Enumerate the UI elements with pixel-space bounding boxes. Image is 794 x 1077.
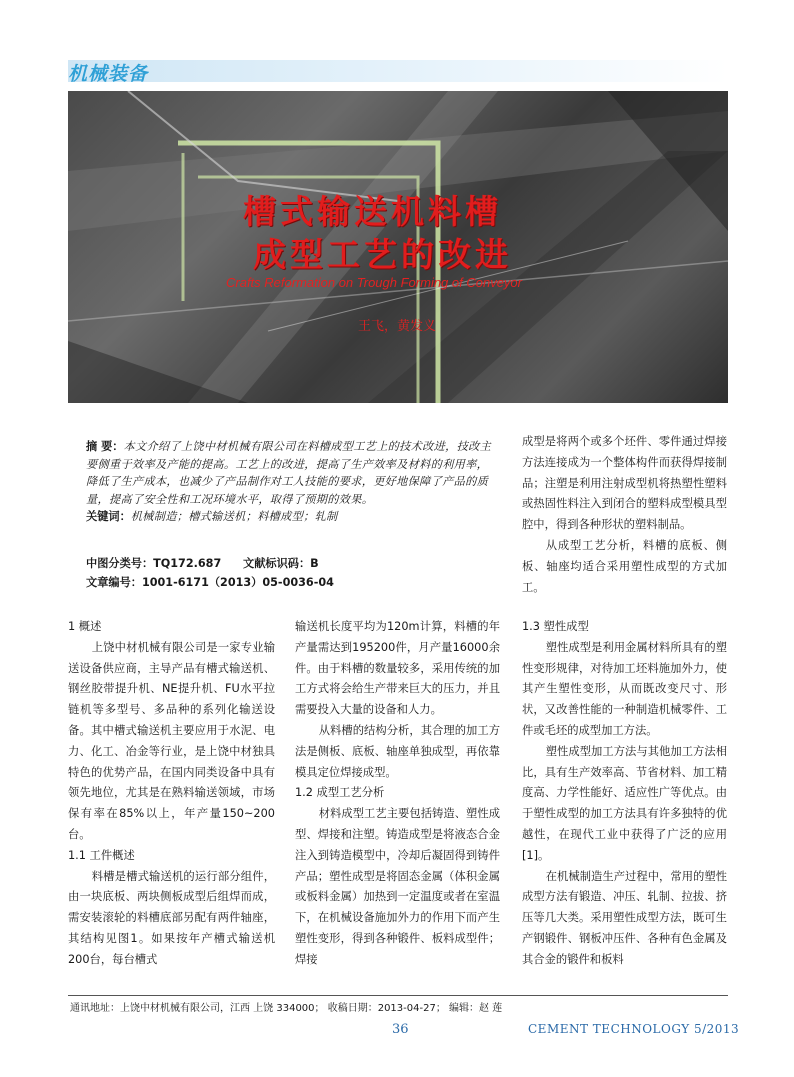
abstract-label: 摘 要： [86, 440, 124, 453]
keywords: 机械制造；槽式输送机；料槽成型；轧制 [130, 510, 338, 523]
heading-plastic-forming: 1.3 塑性成型 [522, 620, 589, 633]
body-column-2 [295, 617, 500, 971]
paragraph: 输送机长度平均为120m计算，料槽的年产量需达到195200件，月产量16000余件。由于料槽的数量较多，采用传统的加工方式将会给生产带来巨大的压力，并且需要投入大量的设备和人力。 [295, 620, 500, 717]
paragraph: 塑性成型加工方法与其他加工方法相比，具有生产效率高、节省材料、加工精度高、力学性能好、适应性广等优点。由于塑性成型的加工方法具有许多独特的优越性，在现代工业中获得了广泛的应用[1]。 [522, 744, 727, 862]
journal-name: CEMENT TECHNOLOGY 5/2013 [528, 1022, 740, 1036]
paragraph: 料槽是槽式输送机的运行部分组件，由一块底板、两块侧板成型后组焊而成，需安装滚轮的料槽底部另配有两件轴座，其结构见图1。如果按年产槽式输送机200台，每台槽式 [68, 869, 275, 966]
abstract [86, 438, 496, 526]
paragraph: 成型是将两个或多个坯件、零件通过焊接方法连接成为一个整体构件而获得焊接制品；注塑是利用注射成型机将热塑性塑料或热固性料注入到闭合的塑料成型模具型腔中，得到各种形状的塑料制品。 [522, 435, 727, 532]
section-label: 机械装备 [68, 63, 149, 85]
keywords-label: 关键词： [86, 510, 131, 523]
classification-line [86, 555, 319, 571]
paragraph: 材料成型工艺主要包括铸造、塑性成型、焊接和注塑。铸造成型是将液态合金注入到铸造模型中，冷却后凝固得到铸件产品；塑性成型是将固态金属（体积金属或板料金属）加热到一定温度或者在室温下，在机械设备施加外力的作用下而产生塑性变形，得到各种锻件、板料成型件；焊接 [295, 807, 500, 966]
paragraph: 从成型工艺分析，料槽的底板、侧板、轴座均适合采用塑性成型的方式加工。 [522, 538, 727, 594]
title-english: Crafts Reformation on Trough Forming of Conveyor [226, 275, 522, 290]
header-band [68, 60, 728, 82]
paragraph: 从料槽的结构分析，其合理的加工方法是侧板、底板、轴座单独成型，再依靠模具定位焊接成型。 [295, 723, 500, 779]
article-number: 文章编号：1001-6171（2013）05-0036-04 [86, 576, 334, 589]
heading-process-analysis: 1.2 成型工艺分析 [295, 786, 385, 800]
paragraph: 上饶中材机械有限公司是一家专业输送设备供应商，主导产品有槽式输送机、钢丝胶带提升机、NE提升机、FU水平拉链机等多型号、多品种的系列化输送设备。其中槽式输送机主要应用于水泥、电力、化工、冶金等行业，是上饶中材独具特色的优势产品，在国内同类设备中具有领先地位，尤其是在熟料输送领域，市场保有率在85%以上，年产量150~200台。 [68, 640, 275, 841]
body-column-1 [68, 617, 275, 971]
heading-overview: 1 概述 [68, 620, 102, 633]
title-banner [68, 91, 728, 403]
paragraph: 塑性成型是利用金属材料所具有的塑性变形规律，对待加工坯料施加外力，使其产生塑性变形，从而既改变尺寸、形状，又改善性能的一种制造机械零件、工件或毛坯的成型加工方法。 [522, 640, 727, 737]
paragraph: 在机械制造生产过程中，常用的塑性成型方法有锻造、冲压、轧制、拉拔、挤压等几大类。采用塑性成型方法，既可生产钢锻件、钢板冲压件、各种有色金属及其合金的锻件和板料 [522, 869, 727, 966]
footer-divider [68, 995, 728, 996]
body-column-3-bottom [522, 617, 727, 971]
page-number: 36 [392, 1022, 409, 1037]
heading-workpiece: 1.1 工件概述 [68, 848, 135, 862]
authors: 王飞，黄发义 [358, 319, 437, 334]
clc-number: 中图分类号：TQ172.687 [86, 557, 222, 570]
title-line-2: 成型工艺的改进 [253, 235, 512, 274]
document-code: 文献标识码：B [243, 557, 319, 570]
abstract-text: 本文介绍了上饶中材机械有限公司在料槽成型工艺上的技术改进，技改主要侧重于效率及产能的提高。工艺上的改进，提高了生产效率及材料的利用率，降低了生产成本，也减少了产品制作对工人技能的要求，更好地保障了产品的质量，提高了安全性和工况环境水平，取得了预期的效果。 [86, 440, 492, 506]
body-column-3-top [522, 432, 727, 598]
footer-address: 通讯地址：上饶中材机械有限公司，江西 上饶 334000； 收稿日期：2013-04-27； 编辑：赵 莲 [70, 1003, 503, 1014]
title-line-1: 槽式输送机料槽 [243, 192, 502, 231]
